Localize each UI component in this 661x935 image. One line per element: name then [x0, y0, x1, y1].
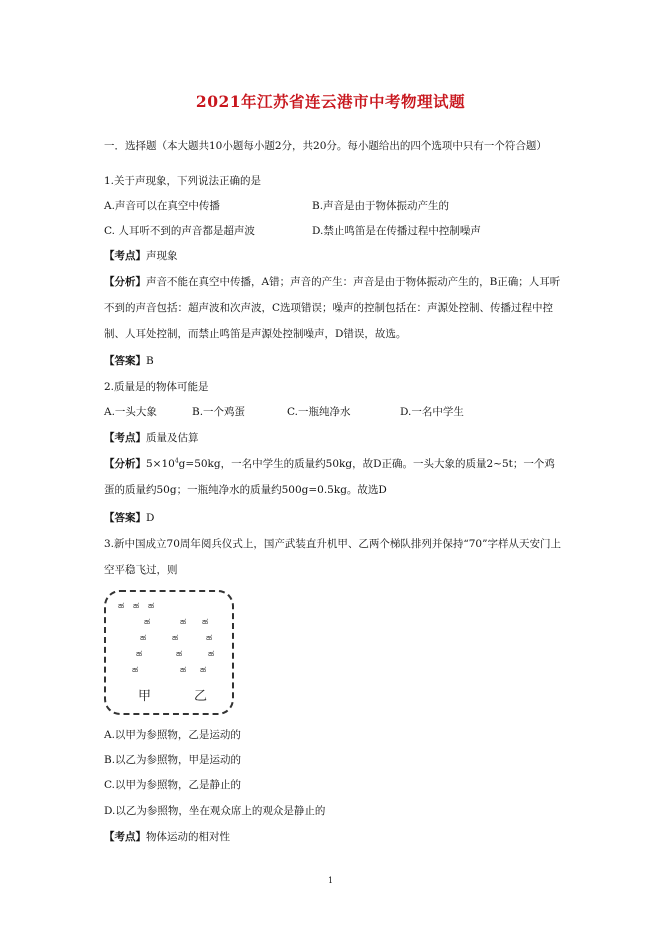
q1-answer	[104, 356, 154, 367]
helicopter-icon: ಹ	[180, 665, 187, 675]
q2-option-c: C.一瓶纯净水	[287, 406, 351, 418]
q1-option-b: B.声音是由于物体振动产生的	[312, 200, 450, 212]
kaodian-tag: 【考点】	[104, 250, 146, 262]
kaodian-tag: 【考点】	[104, 831, 146, 843]
fenxi-text-pre: 5×10	[146, 458, 175, 470]
q2-fenxi	[104, 451, 564, 503]
q3-option-c: C.以甲为参照物，乙是静止的	[104, 779, 241, 791]
helicopter-icon: ಹ	[176, 649, 183, 659]
helicopter-icon: ಹ	[200, 665, 207, 675]
page-title: 2021年江苏省连云港市中考物理试题	[195, 92, 466, 111]
q3-stem: 3.新中国成立70周年阅兵仪式上，国产武装直升机甲、乙两个梯队排列并保持“70”字样从天安门上空平稳飞过，则	[104, 538, 561, 576]
figure-label-jia: 甲	[138, 689, 152, 704]
q3-option-d: D.以乙为参照物，坐在观众席上的观众是静止的	[104, 805, 326, 817]
kaodian-text: 声现象	[146, 250, 178, 262]
page-number: 1	[327, 876, 334, 885]
kaodian-tag: 【考点】	[104, 432, 146, 444]
answer-text: B	[146, 355, 154, 367]
answer-text: D	[146, 512, 155, 524]
helicopter-icon: ಹ	[202, 617, 209, 627]
fenxi-tag: 【分析】	[104, 458, 146, 470]
helicopter-icon: ಹ	[140, 633, 147, 643]
q1-option-d: D.禁止鸣笛是在传播过程中控制噪声	[312, 225, 481, 237]
helicopter-formation-figure	[104, 590, 234, 715]
answer-tag: 【答案】	[104, 355, 146, 367]
figure-label-yi: 乙	[194, 689, 208, 704]
helicopter-icon: ಹ	[136, 649, 143, 659]
q1-option-c: C. 人耳听不到的声音都是超声波	[104, 225, 255, 237]
fenxi-text: 声音不能在真空中传播，A错；声音的产生：声音是由于物体振动产生的，B正确；人耳听不到的声音包括：超声波和次声波，C选项错误；噪声的控制包括在：声源处控制、传播过程中控制、人耳处控制，而禁止鸣笛是声源处控制噪声，D错误，故选。	[104, 276, 561, 340]
q1-fenxi	[104, 269, 564, 347]
section-heading: 一．选择题（本大题共10小题每小题2分，共20分。每小题给出的四个选项中只有一个符合题）	[104, 140, 547, 152]
q3-option-b: B.以乙为参照物，甲是运动的	[104, 754, 242, 766]
q1-kaodian	[104, 251, 178, 262]
q1-stem: 1.关于声现象，下列说法正确的是	[104, 175, 262, 187]
helicopter-icon: ಹ	[206, 633, 213, 643]
q3-option-a: A.以甲为参照物，乙是运动的	[104, 729, 241, 741]
helicopter-icon: ಹ	[118, 601, 125, 611]
q1-option-a: A.声音可以在真空中传播	[104, 200, 220, 212]
helicopter-icon: ಹ	[208, 649, 215, 659]
q2-stem: 2.质量是的物体可能是	[104, 381, 209, 393]
helicopter-icon: ಹ	[148, 601, 155, 611]
kaodian-text: 物体运动的相对性	[146, 831, 230, 843]
kaodian-text: 质量及估算	[146, 432, 199, 444]
helicopter-icon: ಹ	[172, 633, 179, 643]
helicopter-icon: ಹ	[144, 617, 151, 627]
q2-answer	[104, 513, 154, 524]
q2-option-a: A.一头大象	[104, 406, 157, 418]
q2-option-d: D.一名中学生	[400, 406, 464, 418]
q2-option-b: B.一个鸡蛋	[192, 406, 246, 418]
answer-tag: 【答案】	[104, 512, 146, 524]
q2-kaodian	[104, 433, 199, 444]
helicopter-icon: ಹ	[133, 601, 140, 611]
q3-kaodian	[104, 832, 230, 843]
helicopter-icon: ಹ	[132, 665, 139, 675]
helicopter-icon: ಹ	[180, 617, 187, 627]
fenxi-text-post: g=50kg，一名中学生的质量约50kg，故D正确。一头大象的质量2~5t；一个鸡蛋的质量约50g；一瓶纯净水的质量约500g=0.5kg。故选D	[104, 458, 555, 496]
fenxi-tag: 【分析】	[104, 276, 146, 288]
fenxi-exponent: 4	[174, 457, 179, 465]
